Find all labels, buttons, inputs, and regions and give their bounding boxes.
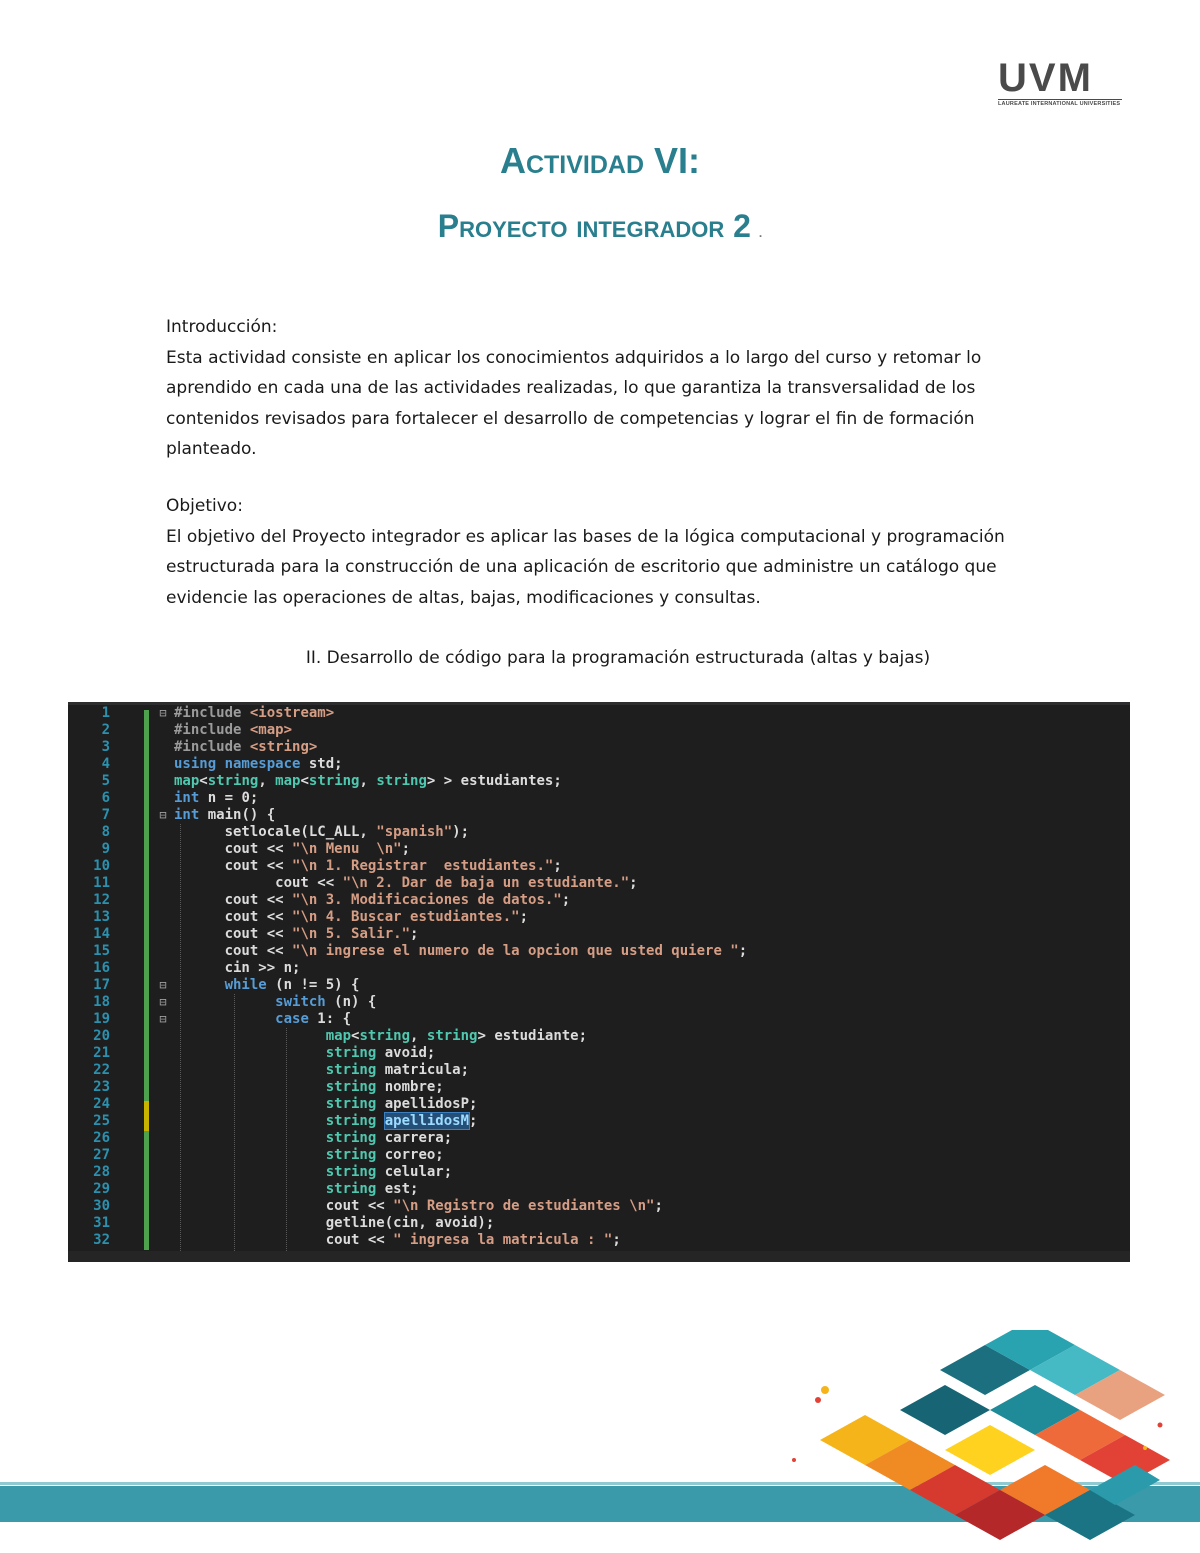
code-line <box>68 943 1130 960</box>
line-number: 4 <box>101 756 110 772</box>
line-number: 6 <box>101 790 110 806</box>
objective-heading: Objetivo: <box>166 496 243 516</box>
line-number: 9 <box>101 841 110 857</box>
code-line <box>68 909 1130 926</box>
code-text: cout << "\n Registro de estudiantes \n"; <box>174 1198 663 1214</box>
code-line <box>68 1062 1130 1079</box>
line-number: 1 <box>101 705 110 721</box>
code-text: getline(cin, avoid); <box>174 1215 495 1231</box>
code-text: int main() { <box>174 807 276 823</box>
code-text: map<string, string> estudiante; <box>325 1028 588 1044</box>
fold-toggle-icon[interactable]: ⊟ <box>159 808 167 822</box>
line-number: 17 <box>93 977 110 993</box>
line-number: 24 <box>93 1096 110 1112</box>
fold-toggle-icon[interactable]: ⊟ <box>159 995 167 1009</box>
subtitle-mark: . <box>758 226 763 240</box>
line-number: 31 <box>93 1215 110 1231</box>
document-title: Actividad VI: <box>499 140 701 181</box>
code-text: cout << "\n 3. Modificaciones de datos."; <box>174 892 571 908</box>
code-text: #include <map> <box>174 722 293 738</box>
code-line <box>68 807 1130 824</box>
code-line <box>68 1011 1130 1028</box>
code-line <box>68 790 1130 807</box>
code-text: map<string, map<string, string> > estudiantes; <box>174 773 562 789</box>
code-line <box>68 1028 1130 1045</box>
code-text: cout << " ingresa la matricula : "; <box>174 1232 621 1248</box>
line-number: 23 <box>93 1079 110 1095</box>
line-number: 18 <box>93 994 110 1010</box>
fold-toggle-icon[interactable]: ⊟ <box>159 706 167 720</box>
code-line <box>68 841 1130 858</box>
code-screenshot <box>68 702 1130 1262</box>
code-line <box>68 1113 1130 1130</box>
line-number: 3 <box>101 739 110 755</box>
code-text: string apellidosM; <box>325 1113 478 1129</box>
line-number: 29 <box>93 1181 110 1197</box>
subtitle-text: Proyecto integrador 2 <box>437 208 751 244</box>
code-line <box>68 926 1130 943</box>
line-number: 26 <box>93 1130 110 1146</box>
line-number: 28 <box>93 1164 110 1180</box>
code-line <box>68 1147 1130 1164</box>
intro-section <box>166 312 1036 465</box>
code-text: case 1: { <box>275 1011 352 1027</box>
code-line <box>68 1198 1130 1215</box>
line-number: 14 <box>93 926 110 942</box>
code-line <box>68 739 1130 756</box>
code-text: string apellidosP; <box>325 1096 478 1112</box>
line-number: 21 <box>93 1045 110 1061</box>
code-line <box>68 977 1130 994</box>
code-line <box>68 1045 1130 1062</box>
code-text: cout << "\n ingrese el numero de la opcion que usted quiere "; <box>174 943 748 959</box>
code-text: #include <string> <box>174 739 318 755</box>
line-number: 27 <box>93 1147 110 1163</box>
code-text: string est; <box>325 1181 419 1197</box>
line-number: 2 <box>101 722 110 738</box>
logo-subtitle: LAUREATE INTERNATIONAL UNIVERSITIES <box>998 101 1121 107</box>
code-text: int n = 0; <box>174 790 259 806</box>
code-line <box>68 705 1130 722</box>
document-subtitle <box>0 208 1200 245</box>
code-text: using namespace std; <box>174 756 343 772</box>
line-number: 5 <box>101 773 110 789</box>
line-number: 11 <box>93 875 110 891</box>
code-line <box>68 875 1130 892</box>
code-line <box>68 756 1130 773</box>
fold-toggle-icon[interactable]: ⊟ <box>159 1012 167 1026</box>
code-line <box>68 1096 1130 1113</box>
editor-status-strip <box>68 1251 1130 1262</box>
code-line <box>68 892 1130 909</box>
line-number: 13 <box>93 909 110 925</box>
line-number: 25 <box>93 1113 110 1129</box>
code-text: cout << "\n 1. Registrar estudiantes."; <box>174 858 562 874</box>
code-line <box>68 994 1130 1011</box>
code-text: #include <iostream> <box>174 705 335 721</box>
code-line <box>68 1079 1130 1096</box>
code-text: cout << "\n 4. Buscar estudiantes."; <box>174 909 529 925</box>
code-line <box>68 960 1130 977</box>
code-line <box>68 1215 1130 1232</box>
line-number: 19 <box>93 1011 110 1027</box>
line-number: 12 <box>93 892 110 908</box>
line-number: 22 <box>93 1062 110 1078</box>
code-line <box>68 1164 1130 1181</box>
fold-toggle-icon[interactable]: ⊟ <box>159 978 167 992</box>
line-number: 20 <box>93 1028 110 1044</box>
code-text: string matricula; <box>325 1062 470 1078</box>
code-text: string avoid; <box>325 1045 436 1061</box>
intro-body: Esta actividad consiste en aplicar los conocimientos adquiridos a lo largo del curso y retomar lo aprendido en cada una de las actividades realizadas, lo que garantiza la transversalidad de los contenidos revisados para fortalecer el desarrollo de competencias y lograr el fin de formación planteado. <box>166 347 982 459</box>
line-number: 7 <box>101 807 110 823</box>
code-line <box>68 858 1130 875</box>
code-text: cout << "\n 2. Dar de baja un estudiante."; <box>174 875 638 891</box>
code-text: cout << "\n 5. Salir."; <box>174 926 419 942</box>
code-text: setlocale(LC_ALL, "spanish"); <box>174 824 470 840</box>
line-number: 10 <box>93 858 110 874</box>
uvm-logo <box>998 58 1122 108</box>
code-text: switch (n) { <box>275 994 377 1010</box>
code-text: string nombre; <box>325 1079 444 1095</box>
code-line <box>68 1130 1130 1147</box>
line-number: 16 <box>93 960 110 976</box>
code-line <box>68 722 1130 739</box>
line-number: 30 <box>93 1198 110 1214</box>
code-lines <box>68 705 1130 1249</box>
intro-heading: Introducción: <box>166 317 278 337</box>
code-line <box>68 824 1130 841</box>
line-number: 32 <box>93 1232 110 1248</box>
code-caption: II. Desarrollo de código para la programación estructurada (altas y bajas) <box>305 648 931 668</box>
code-text: while (n != 5) { <box>224 977 360 993</box>
cubes-decoration <box>780 1330 1200 1553</box>
objective-section <box>166 491 1036 613</box>
code-text: cin >> n; <box>174 960 301 976</box>
line-number: 8 <box>101 824 110 840</box>
objective-body: El objetivo del Proyecto integrador es aplicar las bases de la lógica computacional y programación estructurada para la construcción de una aplicación de escritorio que administre un catálogo que evidencie las operaciones de altas, bajas, modificaciones y consultas. <box>166 526 1005 608</box>
line-number: 15 <box>93 943 110 959</box>
code-line <box>68 1232 1130 1249</box>
code-line <box>68 1181 1130 1198</box>
code-text: cout << "\n Menu \n"; <box>174 841 411 857</box>
logo-text: UVM <box>998 56 1093 100</box>
code-text: string carrera; <box>325 1130 453 1146</box>
code-text: string celular; <box>325 1164 453 1180</box>
code-text: string correo; <box>325 1147 444 1163</box>
code-line <box>68 773 1130 790</box>
